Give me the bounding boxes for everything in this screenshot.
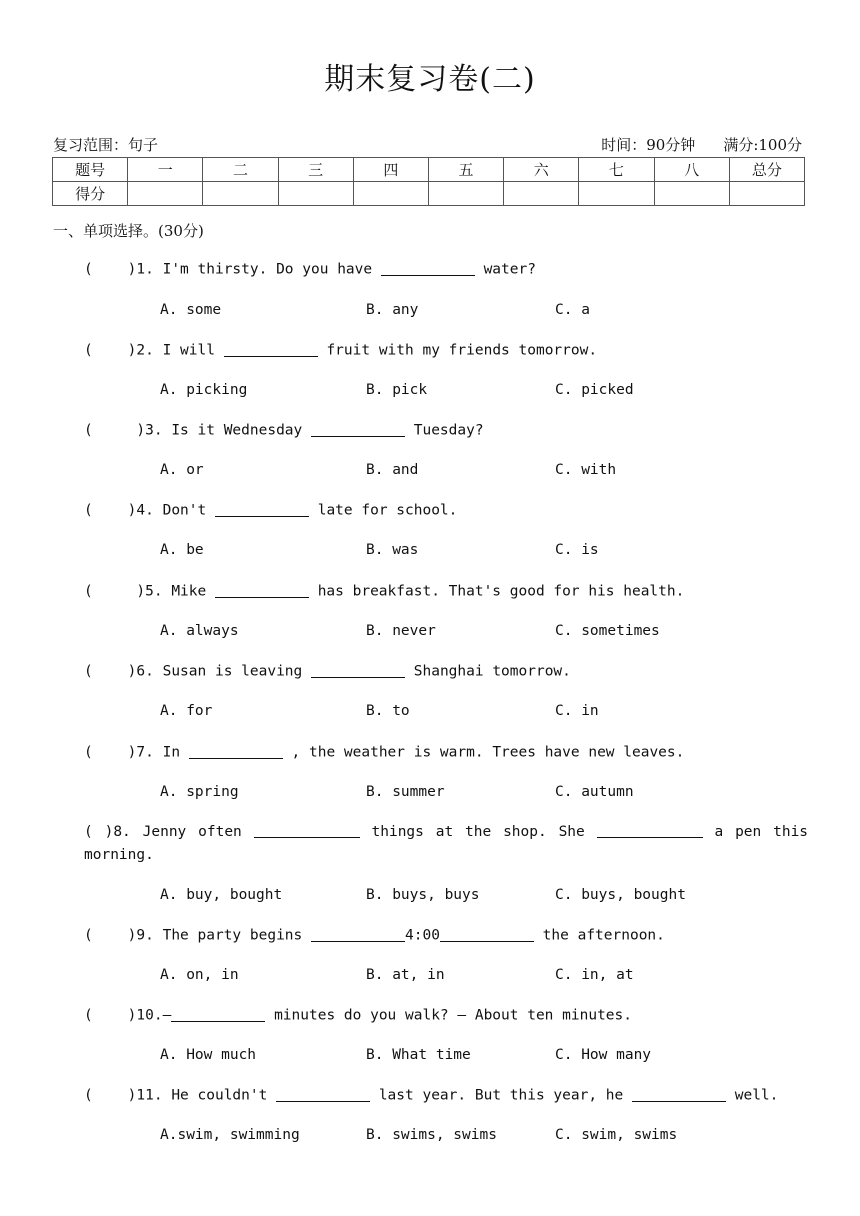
answer-blank[interactable]: [597, 823, 703, 839]
question-text: has breakfast. That's good for his health.: [317, 583, 685, 600]
option-a[interactable]: A. spring: [160, 784, 239, 800]
question-text: Mike: [171, 583, 207, 600]
answer-blank[interactable]: [440, 926, 534, 942]
question-text: minutes do you walk? — About ten minutes.: [274, 1007, 632, 1024]
option-c[interactable]: C. buys, bought: [555, 887, 686, 903]
answer-blank[interactable]: [381, 260, 475, 276]
option-b[interactable]: B. pick: [366, 382, 428, 398]
option-a[interactable]: A. How much: [160, 1047, 257, 1063]
question: [84, 501, 457, 519]
option-b[interactable]: B. to: [366, 703, 410, 719]
option-a[interactable]: A. be: [160, 542, 204, 558]
question: [84, 1086, 778, 1104]
score-header-cell: 二: [203, 158, 278, 182]
score-cell[interactable]: [128, 182, 203, 206]
question-text: I'm thirsty. Do you have: [162, 261, 373, 278]
question-number: 4.: [136, 502, 154, 519]
option-c[interactable]: C. in, at: [555, 967, 634, 983]
score-header-cell: 五: [428, 158, 503, 182]
option-b[interactable]: B. any: [366, 302, 419, 318]
question-text: , the weather is warm. Trees have new leaves.: [291, 744, 685, 761]
question-text: a pen this morning.: [84, 824, 809, 863]
option-c[interactable]: C. swim, swims: [555, 1127, 678, 1143]
question-text: I will: [162, 342, 215, 359]
question-text: the afternoon.: [542, 927, 665, 944]
score-header-cell: 题号: [53, 158, 128, 182]
option-b[interactable]: B. never: [366, 623, 436, 639]
question-text: The party begins: [162, 927, 303, 944]
answer-paren[interactable]: ( ): [84, 502, 137, 519]
question: [84, 662, 571, 680]
option-b[interactable]: B. was: [366, 542, 419, 558]
question-text: In: [162, 744, 181, 761]
answer-blank[interactable]: [224, 341, 318, 357]
answer-blank[interactable]: [189, 743, 283, 759]
option-a[interactable]: A. some: [160, 302, 222, 318]
question-text: fruit with my friends tomorrow.: [326, 342, 598, 359]
score-row-label: 得分: [53, 182, 128, 206]
score-header-cell: 一: [128, 158, 203, 182]
answer-blank[interactable]: [311, 662, 405, 678]
score-cell[interactable]: [278, 182, 353, 206]
answer-blank[interactable]: [632, 1086, 726, 1102]
question: [84, 743, 684, 761]
question-number: 11.: [136, 1087, 163, 1104]
option-c[interactable]: C. in: [555, 703, 599, 719]
question: [84, 1006, 632, 1024]
score-cell[interactable]: [203, 182, 278, 206]
option-c[interactable]: C. How many: [555, 1047, 652, 1063]
score-cell[interactable]: [729, 182, 804, 206]
question-number: 6.: [136, 663, 154, 680]
question-text: He couldn't: [171, 1087, 268, 1104]
question-number: 8.: [113, 824, 131, 840]
score-table-score-row: [53, 182, 805, 206]
question: [84, 926, 665, 944]
question-number: 7.: [136, 744, 154, 761]
answer-blank[interactable]: [215, 501, 309, 517]
score-cell[interactable]: [654, 182, 729, 206]
answer-blank[interactable]: [215, 582, 309, 598]
option-c[interactable]: C. picked: [555, 382, 634, 398]
question-text: —: [162, 1007, 172, 1024]
option-b[interactable]: B. buys, buys: [366, 887, 480, 903]
answer-blank[interactable]: [276, 1086, 370, 1102]
question: [84, 821, 808, 867]
score-header-cell: 七: [579, 158, 654, 182]
question-number: 3.: [145, 422, 163, 439]
question-text: things at the shop. She: [371, 824, 585, 840]
option-c[interactable]: C. sometimes: [555, 623, 660, 639]
answer-paren[interactable]: ( ): [84, 342, 137, 359]
option-a[interactable]: A. picking: [160, 382, 248, 398]
exam-title: 期末复习卷(二): [324, 62, 536, 97]
option-a[interactable]: A.swim, swimming: [160, 1127, 300, 1143]
question-number: 5.: [145, 583, 163, 600]
question-text: Is it Wednesday: [171, 422, 303, 439]
question-text: 4:00: [405, 927, 440, 944]
question-text: Shanghai tomorrow.: [413, 663, 571, 680]
question-text: Tuesday?: [413, 422, 484, 439]
question: [84, 341, 597, 359]
question-text: late for school.: [317, 502, 458, 519]
question-text: Jenny often: [142, 824, 242, 840]
option-b[interactable]: B. swims, swims: [366, 1127, 497, 1143]
option-b[interactable]: B. and: [366, 462, 419, 478]
question-text: Don't: [162, 502, 207, 519]
answer-paren[interactable]: ( ): [84, 663, 137, 680]
question-number: 1.: [136, 261, 154, 278]
answer-blank[interactable]: [171, 1006, 265, 1022]
time-score-info: [601, 134, 802, 155]
option-c[interactable]: C. is: [555, 542, 599, 558]
question-text: last year. But this year, he: [378, 1087, 624, 1104]
question: [84, 260, 536, 278]
question-text: Susan is leaving: [162, 663, 303, 680]
full-score: 满分:100分: [723, 136, 802, 154]
option-a[interactable]: A. for: [160, 703, 213, 719]
score-header-cell: 总分: [729, 158, 804, 182]
score-header-cell: 三: [278, 158, 353, 182]
answer-paren[interactable]: ( ): [84, 824, 114, 840]
answer-blank[interactable]: [311, 926, 405, 942]
option-b[interactable]: B. summer: [366, 784, 445, 800]
score-cell[interactable]: [579, 182, 654, 206]
score-header-cell: 八: [654, 158, 729, 182]
option-b[interactable]: B. What time: [366, 1047, 471, 1063]
question-number: 9.: [136, 927, 154, 944]
question-number: 2.: [136, 342, 154, 359]
option-a[interactable]: A. always: [160, 623, 239, 639]
option-c[interactable]: C. with: [555, 462, 617, 478]
question-text: water?: [483, 261, 536, 278]
option-a[interactable]: A. or: [160, 462, 204, 478]
option-a[interactable]: A. buy, bought: [160, 887, 283, 903]
answer-blank[interactable]: [311, 421, 405, 437]
option-c[interactable]: C. autumn: [555, 784, 634, 800]
score-header-cell: 六: [504, 158, 579, 182]
section-title: 一、单项选择。(30分): [53, 222, 204, 240]
option-a[interactable]: A. on, in: [160, 967, 239, 983]
answer-paren[interactable]: ( ): [84, 422, 146, 439]
answer-paren[interactable]: ( ): [84, 927, 137, 944]
question: [84, 582, 684, 600]
question-text: well.: [734, 1087, 779, 1104]
score-table: [52, 157, 805, 206]
score-cell[interactable]: [428, 182, 503, 206]
answer-paren[interactable]: ( ): [84, 1087, 137, 1104]
option-b[interactable]: B. at, in: [366, 967, 445, 983]
answer-blank[interactable]: [254, 823, 360, 839]
question: [84, 421, 484, 439]
answer-paren[interactable]: ( ): [84, 744, 137, 761]
score-cell[interactable]: [353, 182, 428, 206]
score-header-cell: 四: [353, 158, 428, 182]
answer-paren[interactable]: ( ): [84, 1007, 137, 1024]
answer-paren[interactable]: ( ): [84, 261, 137, 278]
review-scope: 复习范围：句子: [53, 136, 159, 154]
score-cell[interactable]: [504, 182, 579, 206]
score-table-header-row: [53, 158, 805, 182]
question-number: 10.: [136, 1007, 163, 1024]
exam-time: 时间：90分钟: [601, 136, 696, 154]
answer-paren[interactable]: ( ): [84, 583, 146, 600]
option-c[interactable]: C. a: [555, 302, 590, 318]
